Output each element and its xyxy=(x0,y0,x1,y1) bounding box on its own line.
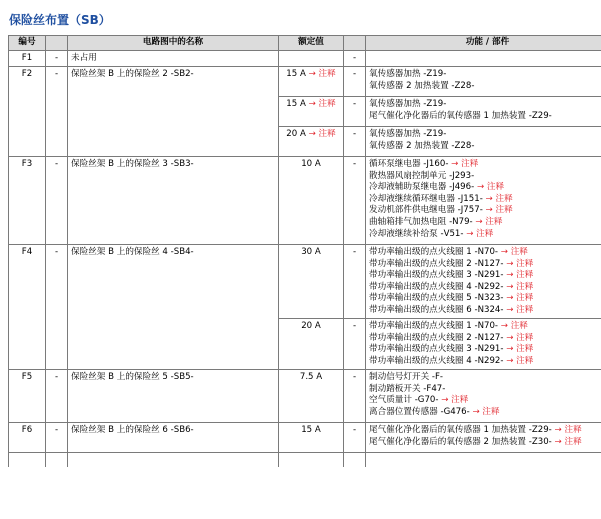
table-row xyxy=(9,67,601,97)
note-link[interactable]: 注释 xyxy=(564,436,582,447)
table-row xyxy=(9,423,601,453)
header-blank xyxy=(46,36,68,51)
arrow-icon: → xyxy=(476,182,485,193)
table-row xyxy=(9,245,601,319)
dash: - xyxy=(344,319,366,370)
dash: - xyxy=(344,97,366,127)
fuse-no: F5 xyxy=(9,370,46,423)
fuse-no: F3 xyxy=(9,157,46,245)
arrow-icon: → xyxy=(506,270,514,281)
note-link[interactable]: 注释 xyxy=(461,159,479,169)
dash: - xyxy=(46,423,68,453)
dash: - xyxy=(344,370,366,423)
dash: - xyxy=(46,67,68,157)
fuse-no: F6 xyxy=(9,423,46,453)
table-row xyxy=(9,157,601,245)
arrow-icon: → xyxy=(506,258,514,269)
dash: - xyxy=(344,423,366,453)
note-link[interactable]: 注释 xyxy=(485,216,503,227)
rating-value: 20 A xyxy=(286,129,306,139)
fuse-no: F4 xyxy=(9,245,46,370)
circuit-name: 未占用 xyxy=(68,51,279,67)
circuit-name: 保险丝架 B 上的保险丝 4 -SB4- xyxy=(68,245,279,370)
function-line: 带功率输出级的点火线圈 1 -N70- xyxy=(369,321,499,331)
rating: 20 A xyxy=(279,319,344,370)
function xyxy=(366,97,601,127)
function-line: 尾气催化净化器后的氧传感器 1 加热装置 -Z29- xyxy=(369,425,552,435)
note-link[interactable]: 注释 xyxy=(516,281,534,292)
function-line: 发动机部件供电继电器 -J757- xyxy=(369,205,483,216)
function xyxy=(366,157,601,245)
arrow-icon: → xyxy=(500,247,508,257)
note-link[interactable]: 注释 xyxy=(516,332,534,343)
note-link[interactable]: 注释 xyxy=(495,193,513,204)
note-link[interactable]: 注释 xyxy=(516,270,534,281)
rating xyxy=(279,127,344,157)
empty-cell xyxy=(279,453,344,467)
arrow-icon: → xyxy=(506,293,514,304)
header-blank-2 xyxy=(344,36,366,51)
function xyxy=(366,127,601,157)
function xyxy=(366,245,601,319)
function-line: 制动信号灯开关 -F- xyxy=(369,372,444,382)
function-line: 空气质量计 -G70- xyxy=(369,395,439,406)
circuit-name: 保险丝架 B 上的保险丝 5 -SB5- xyxy=(68,370,279,423)
note-link[interactable]: 注释 xyxy=(516,258,534,269)
table-row xyxy=(9,51,601,67)
function-line: 带功率输出级的点火线圈 5 -N323- xyxy=(369,293,504,304)
circuit-name: 保险丝架 B 上的保险丝 6 -SB6- xyxy=(68,423,279,453)
arrow-icon: → xyxy=(506,304,514,315)
function-line: 尾气催化净化器后的氧传感器 2 加热装置 -Z30- xyxy=(369,436,552,447)
function-line: 离合器位置传感器 -G476- xyxy=(369,406,470,417)
note-link[interactable]: 注释 xyxy=(486,182,505,193)
rating: 15 A xyxy=(279,423,344,453)
function-line: 散热器风扇控制单元 -J293- xyxy=(369,170,475,181)
function-line: 带功率输出级的点火线圈 3 -N291- xyxy=(369,344,504,355)
note-link[interactable]: 注释 xyxy=(318,99,336,109)
rating-value: 15 A xyxy=(286,69,306,79)
dash: - xyxy=(46,51,68,67)
function-line: 氧传感器加热 -Z19- xyxy=(369,99,447,109)
function-line: 尾气催化净化器后的氧传感器 1 加热装置 -Z29- xyxy=(369,110,552,121)
header-circuit: 电路图中的名称 xyxy=(68,36,279,51)
function-line: 带功率输出级的点火线圈 3 -N291- xyxy=(369,270,504,281)
function-line: 带功率输出级的点火线圈 4 -N292- xyxy=(369,281,504,292)
function xyxy=(366,51,601,67)
empty-cell xyxy=(46,453,68,467)
rating xyxy=(279,97,344,127)
page-title: 保险丝布置（SB） xyxy=(9,13,111,27)
fuse-no: F2 xyxy=(9,67,46,157)
header-function: 功能 / 部件 xyxy=(366,36,601,51)
arrow-icon: → xyxy=(475,216,483,227)
note-link[interactable]: 注释 xyxy=(564,425,582,435)
note-link[interactable]: 注释 xyxy=(482,406,500,417)
rating xyxy=(279,67,344,97)
arrow-icon: → xyxy=(308,129,316,139)
function xyxy=(366,423,601,453)
table-row xyxy=(9,370,601,423)
dash: - xyxy=(344,67,366,97)
arrow-icon: → xyxy=(554,436,562,447)
arrow-icon: → xyxy=(506,355,514,366)
note-link[interactable]: 注释 xyxy=(318,129,336,139)
note-link[interactable]: 注释 xyxy=(451,395,469,406)
arrow-icon: → xyxy=(485,205,493,216)
table-row xyxy=(9,453,601,467)
arrow-icon: → xyxy=(506,332,514,343)
rating: 7.5 A xyxy=(279,370,344,423)
note-link[interactable]: 注释 xyxy=(495,205,513,216)
function-line: 氧传感器 2 加热装置 -Z28- xyxy=(369,80,475,91)
function-line: 带功率输出级的点火线圈 2 -N127- xyxy=(369,258,504,269)
arrow-icon: → xyxy=(554,425,562,435)
header-no: 编号 xyxy=(9,36,46,51)
function-line: 曲轴箱排气加热电阻 -N79- xyxy=(369,216,473,227)
rating xyxy=(279,51,344,67)
dash: - xyxy=(344,245,366,319)
function-line: 制动踏板开关 -F47- xyxy=(369,383,446,394)
rating: 30 A xyxy=(279,245,344,319)
rating: 10 A xyxy=(279,157,344,245)
note-link[interactable]: 注释 xyxy=(510,247,528,257)
arrow-icon: → xyxy=(441,395,449,406)
note-link[interactable]: 注释 xyxy=(516,355,534,366)
function-line: 带功率输出级的点火线圈 4 -N292- xyxy=(369,355,504,366)
function-line: 冷却液继续循环继电器 -J151- xyxy=(369,193,483,204)
arrow-icon: → xyxy=(506,281,514,292)
note-link[interactable]: 注释 xyxy=(516,304,534,315)
function-line: 冷却液辅助泵继电器 -J496- xyxy=(369,182,475,193)
circuit-name: 保险丝架 B 上的保险丝 3 -SB3- xyxy=(68,157,279,245)
arrow-icon: → xyxy=(451,159,459,169)
arrow-icon: → xyxy=(466,228,474,239)
note-link[interactable]: 注释 xyxy=(476,228,494,239)
function-line: 氧传感器 2 加热装置 -Z28- xyxy=(369,140,475,151)
arrow-icon: → xyxy=(500,321,508,331)
rating-value: 15 A xyxy=(286,99,306,109)
note-link[interactable]: 注释 xyxy=(318,69,336,79)
dash: - xyxy=(46,157,68,245)
table-header xyxy=(9,36,601,51)
arrow-icon: → xyxy=(472,406,480,417)
arrow-icon: → xyxy=(308,69,316,79)
function-line: 循环泵继电器 -J160- xyxy=(369,159,449,169)
dash: - xyxy=(344,157,366,245)
header-rating: 额定值 xyxy=(279,36,344,51)
note-link[interactable]: 注释 xyxy=(516,344,534,355)
dash: - xyxy=(46,245,68,370)
circuit-name: 保险丝架 B 上的保险丝 2 -SB2- xyxy=(68,67,279,157)
note-link[interactable]: 注释 xyxy=(516,293,534,304)
function xyxy=(366,67,601,97)
dash: - xyxy=(344,51,366,67)
function-line: 带功率输出级的点火线圈 2 -N127- xyxy=(369,332,504,343)
dash: - xyxy=(344,127,366,157)
empty-cell xyxy=(366,453,601,467)
note-link[interactable]: 注释 xyxy=(510,321,528,331)
empty-cell xyxy=(9,453,46,467)
function xyxy=(366,370,601,423)
function-line: 冷却液继续补给泵 -V51- xyxy=(369,228,464,239)
arrow-icon: → xyxy=(485,193,493,204)
dash: - xyxy=(46,370,68,423)
function-line: 带功率输出级的点火线圈 6 -N324- xyxy=(369,304,504,315)
empty-cell xyxy=(344,453,366,467)
arrow-icon: → xyxy=(308,99,316,109)
fuse-no: F1 xyxy=(9,51,46,67)
arrow-icon: → xyxy=(506,344,514,355)
function-line: 带功率输出级的点火线圈 1 -N70- xyxy=(369,247,499,257)
empty-cell xyxy=(68,453,279,467)
function-line: 氧传感器加热 -Z19- xyxy=(369,69,447,79)
fuse-table xyxy=(8,35,601,467)
function xyxy=(366,319,601,370)
function-line: 氧传感器加热 -Z19- xyxy=(369,129,447,139)
